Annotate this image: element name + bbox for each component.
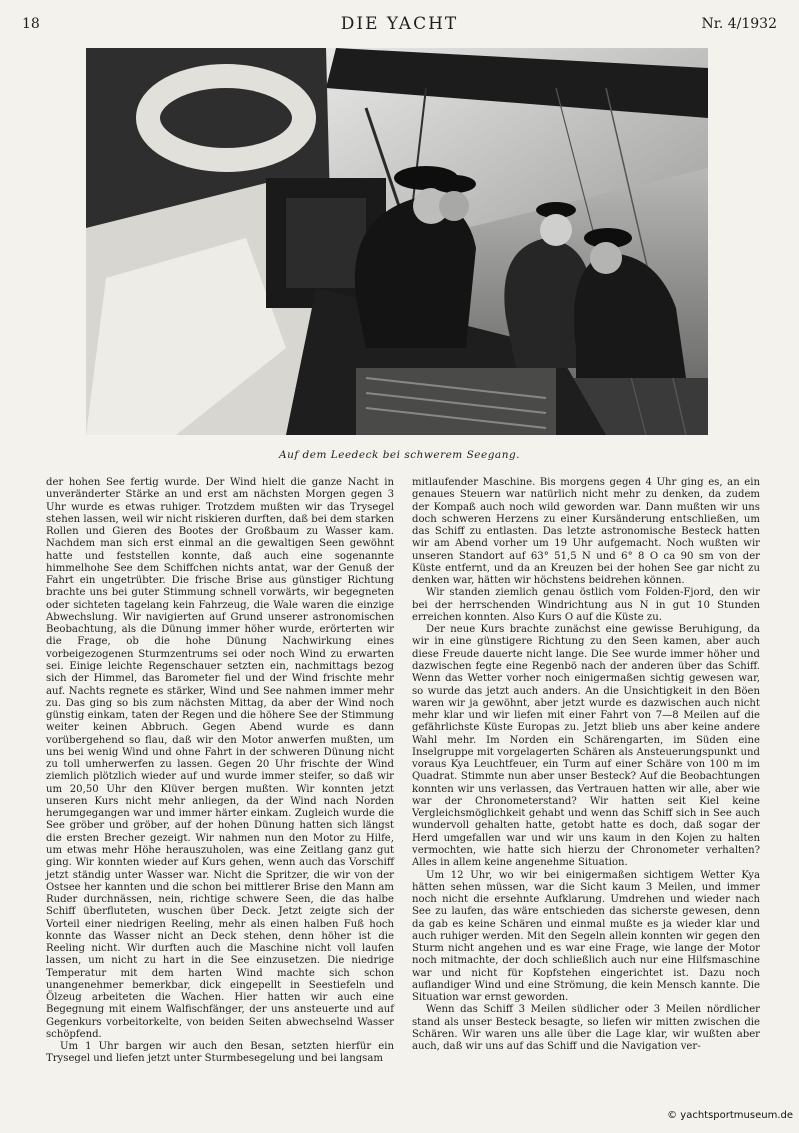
deck-photograph [86, 48, 708, 435]
paragraph: Der neue Kurs brachte zunächst eine gewisse Beruhigung, da wir in eine günstigere Richtung zu den Seen kamen, aber auch diese Freude dauerte nicht lange. Die See wurde immer höher und dazwischen fegte eine Regenbö nach der anderen über das Schiff. Wenn das Wetter vorher noch einigermaßen sichtig gewesen war, so wurde das jetzt auch anders. An die Unsichtigkeit in den Böen waren wir ja gewöhnt, aber jetzt wurde es dazwischen auch nicht mehr klar und wir liefen mit einer Fahrt von 7—8 Meilen auf die gefährlichste Küste Europas zu. Jetzt blieb uns aber keine andere Wahl mehr. Im Norden ein Schärengarten, im Süden eine Inselgruppe mit vorgelagerten Schären als Ansteuerungspunkt und voraus Kya Leuchtfeuer, ein Turm auf einer Schäre von 100 m im Quadrat. Stimmte nun aber unser Besteck? Auf die Beobachtungen konnten wir uns verlassen, das Vertrauen hatten wir alle, aber wie war der Chronometerstand? Wir hatten seit Kiel keine Vergleichsmöglichkeit gehabt und wenn das Schiff sich in See auch wundervoll gehalten hatte, getobt hatte es doch, daß sogar der Herd umgefallen war und wir uns kaum in den Kojen zu halten vermochten, wie hatte sich hierzu der Chronometer verhalten? Alles in allem keine angenehme Situation. [412, 624, 760, 869]
paragraph: Wir standen ziemlich genau östlich vom Folden-Fjord, den wir bei der herrschenden Windrichtung aus N in gut 10 Stunden erreichen konnten. Also Kurs O auf die Küste zu. [412, 587, 760, 623]
text-column-left [46, 477, 394, 1066]
paragraph: Wenn das Schiff 3 Meilen südlicher oder 3 Meilen nördlicher stand als unser Besteck besagte, so liefen wir mitten zwischen die Schären. Wir waren uns alle über die Lage klar, wir wußten aber auch, daß wir uns auf das Schiff und die Navigation ver- [412, 1004, 760, 1053]
page-number: 18 [22, 16, 40, 32]
paragraph: mitlaufender Maschine. Bis morgens gegen 4 Uhr ging es, an ein genaues Steuern war natürlich nicht mehr zu denken, da zudem der Kompaß auch noch wild geworden war. Dann mußten wir uns doch schweren Herzens zu einer Kursänderung entschließen, um das Schiff zu entlasten. Das letzte astronomische Besteck hatten wir am Abend vorher um 19 Uhr aufgemacht. Noch wußten wir unseren Standort auf 63° 51,5 N und 6° 8 O ca 90 sm von der Küste entfernt, und da an Kreuzen bei der hohen See gar nicht zu denken war, hätten wir höchstens beidrehen können. [412, 477, 760, 587]
magazine-title: DIE YACHT [340, 14, 459, 34]
issue-number: Nr. 4/1932 [701, 16, 777, 32]
copyright-watermark: © yachtsportmuseum.de [667, 1110, 793, 1121]
paragraph: Um 12 Uhr, wo wir bei einigermaßen sichtigem Wetter Kya hätten sehen müssen, war die Sicht kaum 3 Meilen, und immer noch nicht die ersehnte Aufklarung. Umdrehen und wieder nach See zu laufen, das wäre entschieden das sicherste gewesen, denn da gab es keine Schären und einmal mußte es ja wieder klar und auch ruhiger werden. Mit den Segeln allein konnten wir gegen den Sturm nicht angehen und es war eine Frage, wie lange der Motor noch mitmachte, der doch schließlich auch nur eine Hilfsmaschine war und nicht für Kopfstehen eingerichtet ist. Dazu noch auflandiger Wind und eine Strömung, die kein Mensch kannte. Die Situation war ernst geworden. [412, 869, 760, 1004]
paragraph: der hohen See fertig wurde. Der Wind hielt die ganze Nacht in unveränderter Stärke an und erst am nächsten Morgen gegen 3 Uhr wurde es etwas ruhiger. Trotzdem mußten wir das Trysegel stehen lassen, weil wir nicht riskieren durften, daß bei dem starken Rollen und Gieren des Bootes der Großbaum zu Wasser kam. Nachdem man sich erst einmal an die gewaltigen Seen gewöhnt hatte und feststellen konnte, daß auch eine sogenannte himmelhohe See dem Schiffchen nichts antat, war der Genuß der Fahrt ein ungetrübter. Die frische Brise aus günstiger Richtung brachte uns bei guter Stimmung schnell vorwärts, wir begegneten oder sichteten tagelang kein Fahrzeug, die Wale waren die einzige Abwechslung. Wir navigierten auf Grund unserer astronomischen Beobachtung, als die Dünung immer höher wurde, erörterten wir die Frage, ob die hohe Dünung Nachwirkung eines vorbeigezogenen Sturmzentrums sei oder noch Wind zu erwarten sei. Einige leichte Regenschauer setzten ein, nachmittags bezog sich der Himmel, das Barometer fiel und der Wind frischte mehr auf. Nachts regnete es stärker, Wind und See nahmen immer mehr zu. Das ging so bis zum nächsten Mittag, da aber der Wind noch günstig einkam, taten der Regen und die höhere See der Stimmung weiter keinen Abbruch. Gegen Abend wurde es dann vorübergehend so flau, daß wir den Motor anwerfen mußten, um uns bei wenig Wind und ohne Fahrt in der schweren Dünung nicht zu toll umherwerfen zu lassen. Gegen 20 Uhr frischte der Wind ziemlich plötzlich wieder auf und wurde immer steifer, so daß wir um 20,50 Uhr den Klüver bergen mußten. Wir konnten jetzt unseren Kurs nicht mehr anliegen, da der Wind nach Norden herumgegangen war und immer härter einkam. Zugleich wurde die See gröber und gröber, auf der hohen Dünung hatten sich längst die ersten Brecher gezeigt. Wir nahmen nun den Motor zu Hilfe, um etwas mehr Höhe herauszuholen, was eine Zeitlang ganz gut ging. Wir konnten wieder auf Kurs gehen, wenn auch das Vorschiff jetzt ständig unter Wasser war. Nicht die Spritzer, die wir von der Ostsee her kannten und die schon bei mittlerer Brise den Mann am Ruder durchnässen, nein, richtige schwere Seen, die das halbe Schiff überfluteten, wuschen über Deck. Jetzt zeigte sich der Vorteil einer niedrigen Reeling, mehr als einen halben Fuß hoch konnte das Wasser nicht an Deck stehen, denn höher ist die Reeling nicht. Wir durften auch die Maschine nicht voll laufen lassen, um nicht zu hart in die See einzusetzen. Die niedrige Temperatur mit dem harten Wind machte sich schon unangenehmer bemerkbar, dick eingepellt in Seestiefeln und Ölzeug arbeiteten die Wachen. Hier hatten wir auch eine Begegnung mit einem Walfischfänger, der uns ansteuerte und auf Gegenkurs vorbeitorkelte, von beiden Seiten abwechselnd Wasser schöpfend. [46, 477, 394, 1040]
deck-scene-illustration [86, 48, 708, 435]
paragraph: Um 1 Uhr bargen wir auch den Besan, setzten hierfür ein Trysegel und liefen jetzt unter Sturmbesegelung und bei langsam [46, 1041, 394, 1065]
text-column-right [412, 477, 760, 1053]
photo-caption: Auf dem Leedeck bei schwerem Seegang. [278, 449, 521, 461]
page-header [22, 16, 777, 36]
